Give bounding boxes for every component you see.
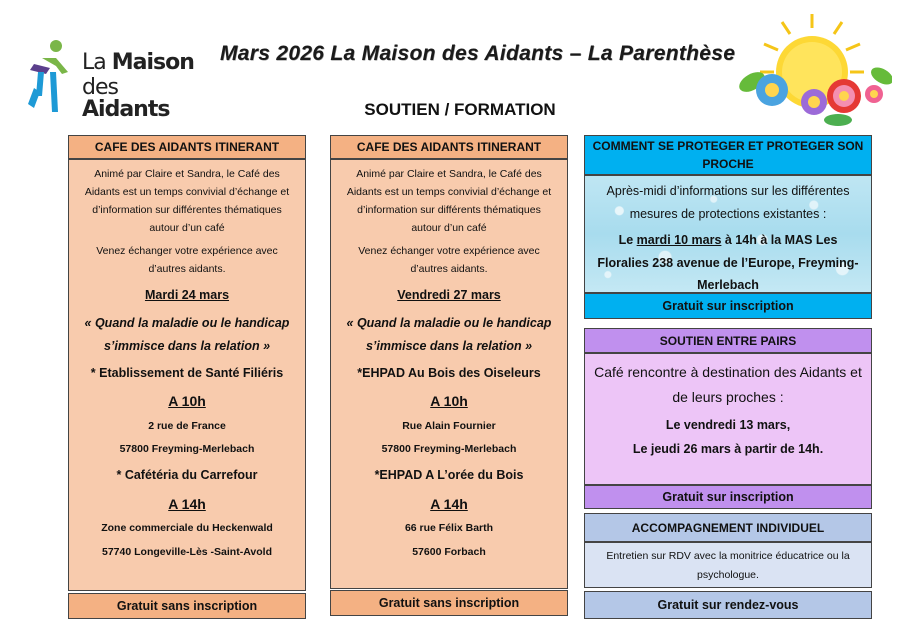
section-title: SOUTIEN / FORMATION: [364, 100, 556, 119]
sun-flowers-illustration: [732, 10, 892, 128]
col2-addr1a: Rue Alain Fournier: [402, 419, 496, 432]
col1-footer: Gratuit sans inscription: [68, 593, 306, 619]
peers-text: Café rencontre à destination des Aidants et de leurs proches :: [594, 364, 862, 406]
purple-flower-icon: [801, 89, 827, 115]
col2-date: Vendredi 27 mars: [397, 288, 501, 303]
col2-addr2a: 66 rue Félix Barth: [404, 522, 494, 535]
col1-invite: Venez échanger votre expérience avec d’autres aidants.: [96, 245, 278, 276]
peers-body: [584, 353, 872, 485]
col2-invite: Venez échanger votre expérience avec d’autres aidants.: [358, 245, 540, 276]
peers-header: SOUTIEN ENTRE PAIRS: [584, 328, 872, 353]
protect-header: COMMENT SE PROTEGER ET PROTEGER SON PROCHE: [584, 135, 872, 175]
peers-date2: Le jeudi 26 mars à partir de 14h.: [632, 442, 824, 457]
col2-footer: Gratuit sans inscription: [330, 590, 568, 616]
peers-footer: Gratuit sur inscription: [584, 485, 872, 509]
col2-intro: Animé par Claire et Sandra, le Café des Aidants est un temps convivial d’échange et d’information sur différents thématiques autour d’un café: [346, 168, 552, 234]
individual-body: [584, 542, 872, 588]
col1-addr2b: 57740 Longeville-Lès -Saint-Avold: [102, 546, 272, 559]
col2-place1: *EHPAD Au Bois des Oiseleurs: [357, 365, 541, 380]
people-logo-icon: [20, 38, 80, 116]
protect-date: mardi 10 mars: [636, 233, 722, 247]
col1-addr2a: Zone commerciale du Heckenwald: [101, 522, 273, 535]
col1-time1: A 10h: [168, 392, 206, 409]
col1-time2: A 14h: [168, 495, 206, 512]
col2-quote: « Quand la maladie ou le handicap s’immisce dans la relation »: [346, 316, 552, 354]
col1-intro: Animé par Claire et Sandra, le Café des Aidants est un temps convivial d’échange et d’information sur différentes thématiques autour d’un café: [84, 168, 290, 234]
col1-header: CAFE DES AIDANTS ITINERANT: [68, 135, 306, 159]
page-title: Mars 2026 La Maison des Aidants – La Parenthèse: [220, 42, 736, 65]
individual-footer: Gratuit sur rendez-vous: [584, 591, 872, 619]
blue-flower-icon: [756, 74, 788, 106]
protect-footer: Gratuit sur inscription: [584, 293, 872, 319]
col1-place1: * Etablissement de Santé Filiéris: [90, 365, 284, 380]
logo-wordmark: La Maison des Aidants: [82, 50, 194, 122]
col2-header: CAFE DES AIDANTS ITINERANT: [330, 135, 568, 159]
col1-place2: * Cafétéria du Carrefour: [116, 468, 258, 483]
col2-place2: *EHPAD A L’orée du Bois: [374, 468, 524, 483]
col2-addr1b: 57800 Freyming-Merlebach: [381, 443, 517, 456]
sun-icon: [732, 10, 892, 128]
peers-date1: Le vendredi 13 mars,: [665, 418, 791, 433]
col2-body: [330, 159, 568, 589]
col2-addr2b: 57600 Forbach: [412, 546, 486, 559]
protect-body: [584, 175, 872, 293]
maison-des-aidants-logo: [20, 38, 200, 122]
protect-text: Après-midi d’informations sur les différentes mesures de protections existantes :: [606, 184, 850, 221]
col1-date: Mardi 24 mars: [144, 288, 230, 303]
col1-addr1b: 57800 Freyming-Merlebach: [119, 443, 255, 456]
col2-time1: A 10h: [430, 392, 468, 409]
protect-when: Le mardi 10 mars à 14h à la MAS Les Floralies 238 avenue de l’Europe, Freyming-Merlebach: [597, 233, 859, 292]
individual-text: Entretien sur RDV avec la monitrice éducatrice ou la psychologue.: [606, 550, 850, 581]
col1-quote: « Quand la maladie ou le handicap s’immisce dans la relation »: [84, 316, 290, 354]
col1-body: [68, 159, 306, 591]
red-flower-icon: [827, 79, 861, 113]
col2-time2: A 14h: [430, 495, 468, 512]
col1-addr1a: 2 rue de France: [148, 419, 226, 432]
pink-flower-icon: [865, 85, 883, 103]
individual-header: ACCOMPAGNEMENT INDIVIDUEL: [584, 513, 872, 542]
